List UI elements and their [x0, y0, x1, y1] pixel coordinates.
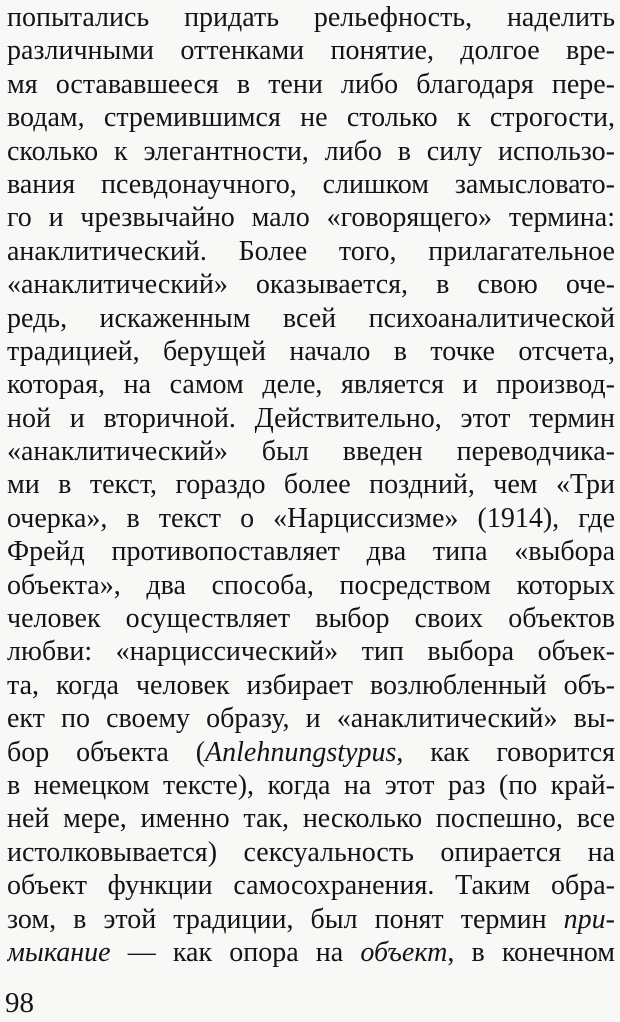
- text-segment: ной и вторичной. Действительно, этот термин: [7, 402, 615, 434]
- text-line: [7, 869, 615, 902]
- text-line: [7, 34, 615, 67]
- text-segment-italic: Anlehnungstypus: [205, 736, 397, 768]
- text-segment: очерка», в текст о «Нарциссизме» (1914), где: [7, 502, 615, 534]
- text-line: [7, 235, 615, 268]
- text-segment-italic: при-: [563, 903, 615, 935]
- text-line: [7, 201, 615, 234]
- text-segment-italic: мыкание: [7, 936, 111, 968]
- text-segment: любви: «нарциссический» тип выбора объек-: [7, 636, 615, 668]
- text-line: [7, 135, 615, 168]
- text-line: [7, 101, 615, 134]
- text-line: [7, 168, 615, 201]
- text-segment: человек осуществляет выбор своих объектов: [7, 603, 615, 635]
- text-line: [7, 569, 615, 602]
- text-segment: вания псевдонаучного, слишком замысловато-: [7, 168, 615, 200]
- text-line: [7, 802, 615, 835]
- text-segment: го и чрезвычайно мало «говорящего» термина:: [7, 202, 615, 234]
- text-segment: которая, на самом деле, является и производ-: [7, 369, 615, 401]
- text-line: [7, 635, 615, 668]
- text-segment: традицией, берущей начало в точке отсчета,: [7, 335, 615, 367]
- text-line: [7, 736, 615, 769]
- text-segment: , как говорится: [396, 736, 615, 768]
- text-line: [7, 903, 615, 936]
- text-segment: ми в текст, гораздо более поздний, чем «Три: [7, 469, 615, 501]
- body-text: [7, 1, 615, 969]
- text-segment: объект функции самосохранения. Таким обра-: [7, 870, 615, 902]
- text-line: [7, 769, 615, 802]
- text-line: [7, 936, 615, 969]
- text-line: [7, 368, 615, 401]
- text-line: [7, 68, 615, 101]
- text-segment: анаклитический. Более того, прилагательное: [7, 235, 615, 267]
- text-segment: ект по своему образу, и «анаклитический» вы-: [7, 703, 615, 735]
- text-segment: та, когда человек избирает возлюбленный объ-: [7, 669, 615, 701]
- text-line: [7, 468, 615, 501]
- text-segment: попытались придать рельефность, наделить: [7, 2, 615, 33]
- text-segment: «анаклитический» оказывается, в свою оче-: [7, 269, 615, 301]
- text-segment: сколько к элегантности, либо в силу использо-: [7, 135, 615, 167]
- text-line: [7, 435, 615, 468]
- text-line: [7, 268, 615, 301]
- text-segment: зом, в этой традиции, был понят термин: [7, 903, 564, 935]
- text-line: [7, 302, 615, 335]
- text-segment: в немецком тексте), когда на этот раз (по край-: [7, 769, 615, 801]
- text-line: [7, 402, 615, 435]
- text-segment: редь, искаженным всей психоаналитической: [7, 302, 615, 334]
- text-segment: — как опора на: [110, 936, 361, 968]
- text-line: [7, 602, 615, 635]
- text-line: [7, 702, 615, 735]
- text-line: [7, 502, 615, 535]
- text-segment: , в конечном: [447, 936, 615, 968]
- text-line: [7, 836, 615, 869]
- text-segment: бор объекта (: [7, 736, 206, 768]
- text-segment: мя остававшееся в тени либо благодаря пере-: [7, 68, 615, 100]
- text-segment: Фрейд противопоставляет два типа «выбора: [7, 536, 615, 568]
- text-line: [7, 535, 615, 568]
- text-segment: ней мере, именно так, несколько поспешно, все: [7, 803, 615, 835]
- text-segment: водам, стремившимся не столько к строгости,: [7, 102, 615, 134]
- text-segment: объекта», два способа, посредством которых: [7, 569, 615, 601]
- page-number: 98: [5, 987, 34, 1019]
- text-segment: истолковывается) сексуальность опирается на: [7, 836, 615, 868]
- text-line: [7, 335, 615, 368]
- text-segment: различными оттенками понятие, долгое вре-: [7, 35, 615, 67]
- text-segment: «анаклитический» был введен переводчика-: [7, 436, 615, 468]
- text-segment-italic: объект: [360, 936, 448, 968]
- text-line: [7, 669, 615, 702]
- text-line: [7, 1, 615, 34]
